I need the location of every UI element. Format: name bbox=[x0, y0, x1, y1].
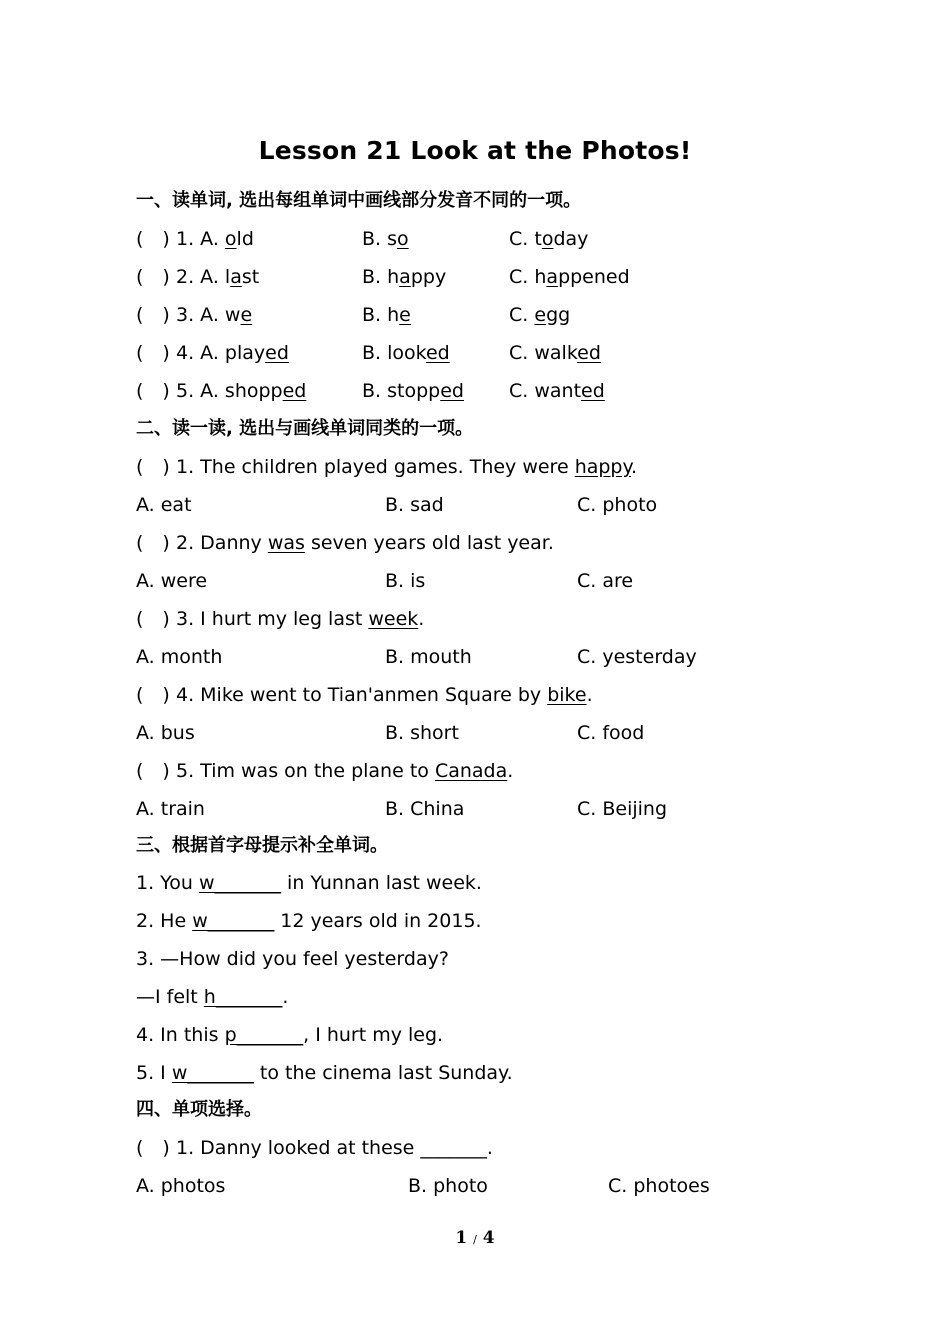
section-2-heading: 二、读一读, 选出与画线单词同类的一项。 bbox=[136, 418, 474, 439]
option-a-prefix: A. bbox=[200, 380, 225, 402]
bracket-open: ( bbox=[136, 684, 144, 706]
category-question bbox=[136, 606, 424, 632]
option-b-underlined: o bbox=[397, 228, 409, 250]
option-c-underlined: ed bbox=[577, 342, 601, 364]
question-number-cell bbox=[136, 378, 306, 404]
category-options bbox=[136, 796, 736, 822]
option-a-text-end: st bbox=[241, 266, 260, 288]
bracket-close: ) bbox=[162, 684, 170, 706]
option-b-text: h bbox=[387, 304, 400, 326]
option-a-underlined: a bbox=[230, 266, 242, 288]
answer-bracket bbox=[136, 758, 176, 784]
bracket-close: ) bbox=[162, 304, 170, 326]
option-b-prefix: B. bbox=[362, 228, 388, 250]
page-title: Lesson 21 Look at the Photos! bbox=[258, 136, 692, 165]
option-a: A. month bbox=[136, 646, 223, 668]
option-b: B. mouth bbox=[385, 646, 472, 668]
bracket-close: ) bbox=[162, 380, 170, 402]
bracket-open: ( bbox=[136, 608, 144, 630]
option-c-text: walk bbox=[534, 342, 578, 364]
blank-text-end: to the cinema last Sunday. bbox=[253, 1062, 513, 1084]
choice-question bbox=[136, 1135, 493, 1161]
bracket-open: ( bbox=[136, 1137, 144, 1159]
question-underlined: Canada bbox=[434, 760, 508, 782]
option-b-underlined: e bbox=[399, 304, 411, 326]
option-c bbox=[509, 302, 570, 328]
question-text: 4. Mike went to Tian'anmen Square by bbox=[176, 684, 548, 706]
fill-blank-line bbox=[136, 908, 482, 934]
answer-bracket bbox=[136, 302, 176, 328]
blank-text: —I felt bbox=[136, 986, 204, 1008]
option-b-prefix: B. bbox=[362, 304, 388, 326]
option-b: B. sad bbox=[385, 494, 444, 516]
option-b: B. is bbox=[385, 570, 426, 592]
option-c-text: h bbox=[534, 266, 547, 288]
category-question bbox=[136, 530, 554, 556]
question-underlined: week bbox=[368, 608, 419, 630]
option-b bbox=[362, 264, 446, 290]
blank-underlined: w_______ bbox=[192, 910, 275, 932]
question-text: 5. Tim was on the plane to bbox=[176, 760, 435, 782]
bracket-open: ( bbox=[136, 532, 144, 554]
blank-text-end: in Yunnan last week. bbox=[281, 872, 482, 894]
phonics-question bbox=[136, 226, 736, 252]
question-number: 3. bbox=[176, 304, 201, 326]
question-number-cell bbox=[136, 226, 254, 252]
question-text: 2. Danny bbox=[176, 532, 268, 554]
question-underlined: was bbox=[267, 532, 305, 554]
option-c-text: t bbox=[534, 228, 542, 250]
option-c: C. photoes bbox=[608, 1175, 710, 1197]
option-a: A. were bbox=[136, 570, 208, 592]
section-4-heading: 四、单项选择。 bbox=[136, 1099, 262, 1120]
answer-bracket bbox=[136, 378, 176, 404]
question-text-end: . bbox=[418, 608, 425, 630]
answer-bracket bbox=[136, 606, 176, 632]
category-options bbox=[136, 568, 736, 594]
bracket-open: ( bbox=[136, 760, 144, 782]
question-text: 1. The children played games. They were bbox=[176, 456, 575, 478]
bracket-close: ) bbox=[162, 456, 170, 478]
option-a-text-end: ld bbox=[236, 228, 254, 250]
bracket-close: ) bbox=[162, 228, 170, 250]
option-a: A. photos bbox=[136, 1175, 226, 1197]
bracket-open: ( bbox=[136, 228, 144, 250]
bracket-close: ) bbox=[162, 266, 170, 288]
fill-blank-line bbox=[136, 870, 482, 896]
answer-bracket bbox=[136, 264, 176, 290]
option-c bbox=[509, 378, 605, 404]
fill-blank-line bbox=[136, 984, 288, 1010]
option-c bbox=[509, 264, 630, 290]
bracket-close: ) bbox=[162, 342, 170, 364]
answer-bracket bbox=[136, 1135, 176, 1161]
blank-text-end: 12 years old in 2015. bbox=[274, 910, 482, 932]
question-text-end: seven years old last year. bbox=[304, 532, 554, 554]
option-c-prefix: C. bbox=[509, 266, 535, 288]
option-c bbox=[509, 226, 588, 252]
option-b bbox=[362, 302, 411, 328]
option-c: C. yesterday bbox=[577, 646, 697, 668]
category-options bbox=[136, 492, 736, 518]
question-text-end: . bbox=[507, 760, 514, 782]
option-a-text: play bbox=[224, 342, 266, 364]
question-number: 1. bbox=[176, 228, 201, 250]
answer-bracket bbox=[136, 340, 176, 366]
question-number: 4. bbox=[176, 342, 201, 364]
option-a: A. train bbox=[136, 798, 205, 820]
question-text: 1. Danny looked at these _______. bbox=[176, 1137, 493, 1159]
blank-text: 5. I bbox=[136, 1062, 172, 1084]
option-c-prefix: C. bbox=[509, 228, 535, 250]
option-a-underlined: ed bbox=[282, 380, 307, 402]
option-b: B. photo bbox=[408, 1175, 488, 1197]
option-a-text: l bbox=[224, 266, 231, 288]
option-c: C. Beijing bbox=[577, 798, 668, 820]
phonics-question bbox=[136, 302, 736, 328]
option-c-underlined: e bbox=[534, 304, 547, 326]
category-question bbox=[136, 758, 513, 784]
option-a-underlined: ed bbox=[265, 342, 289, 364]
option-c-prefix: C. bbox=[509, 380, 535, 402]
option-b: B. China bbox=[385, 798, 465, 820]
option-b-text: s bbox=[387, 228, 398, 250]
option-b bbox=[362, 226, 409, 252]
question-underlined: bike bbox=[547, 684, 587, 706]
option-a-underlined: e bbox=[240, 304, 253, 326]
question-text-end: . bbox=[631, 456, 638, 478]
blank-text: 3. —How did you feel yesterday? bbox=[136, 948, 449, 970]
option-a: A. bus bbox=[136, 722, 195, 744]
question-text-end: . bbox=[586, 684, 593, 706]
phonics-question bbox=[136, 378, 736, 404]
option-a-prefix: A. bbox=[200, 266, 225, 288]
question-number: 2. bbox=[176, 266, 201, 288]
bracket-close: ) bbox=[162, 1137, 170, 1159]
option-c-prefix: C. bbox=[509, 342, 535, 364]
category-question bbox=[136, 682, 593, 708]
option-b-underlined: a bbox=[399, 266, 411, 288]
option-b bbox=[362, 378, 464, 404]
question-underlined: happy bbox=[574, 456, 632, 478]
page-number bbox=[0, 1228, 950, 1248]
option-c-prefix: C. bbox=[509, 304, 535, 326]
option-c-underlined: o bbox=[541, 228, 554, 250]
option-a-prefix: A. bbox=[200, 342, 225, 364]
answer-bracket bbox=[136, 226, 176, 252]
option-c-text-end: day bbox=[553, 228, 589, 250]
blank-text: 4. In this bbox=[136, 1024, 225, 1046]
fill-blank-line bbox=[136, 946, 449, 972]
option-b-text: look bbox=[387, 342, 426, 364]
option-a-prefix: A. bbox=[200, 304, 225, 326]
option-b-text-end: ppy bbox=[410, 266, 447, 288]
answer-bracket bbox=[136, 454, 176, 480]
option-b-prefix: B. bbox=[362, 266, 388, 288]
answer-bracket bbox=[136, 530, 176, 556]
current-page: 1 bbox=[455, 1228, 468, 1248]
blank-text-end: , I hurt my leg. bbox=[303, 1024, 444, 1046]
option-c-underlined: a bbox=[546, 266, 559, 288]
option-c-text-end: ppened bbox=[558, 266, 630, 288]
option-b-text: h bbox=[387, 266, 400, 288]
option-a-underlined: o bbox=[224, 228, 237, 250]
bracket-close: ) bbox=[162, 608, 170, 630]
bracket-close: ) bbox=[162, 760, 170, 782]
option-a-text: w bbox=[224, 304, 241, 326]
category-question bbox=[136, 454, 637, 480]
option-c: C. photo bbox=[577, 494, 658, 516]
option-a-prefix: A. bbox=[200, 228, 225, 250]
question-text: 3. I hurt my leg last bbox=[176, 608, 369, 630]
fill-blank-line bbox=[136, 1060, 513, 1086]
option-b-prefix: B. bbox=[362, 380, 388, 402]
blank-underlined: w_______ bbox=[198, 872, 282, 894]
fill-blank-line bbox=[136, 1022, 443, 1048]
total-pages: 4 bbox=[482, 1228, 495, 1248]
question-number: 5. bbox=[176, 380, 201, 402]
option-c-underlined: ed bbox=[581, 380, 605, 402]
option-c-text-end: gg bbox=[546, 304, 571, 326]
option-c: C. food bbox=[577, 722, 645, 744]
phonics-question bbox=[136, 340, 736, 366]
option-c: C. are bbox=[577, 570, 634, 592]
bracket-open: ( bbox=[136, 304, 144, 326]
blank-underlined: h_______ bbox=[203, 986, 283, 1008]
phonics-question bbox=[136, 264, 736, 290]
bracket-open: ( bbox=[136, 342, 144, 364]
option-c bbox=[509, 340, 601, 366]
blank-text-end: . bbox=[282, 986, 289, 1008]
blank-underlined: w_______ bbox=[171, 1062, 254, 1084]
option-b-prefix: B. bbox=[362, 342, 388, 364]
question-number-cell bbox=[136, 302, 252, 328]
bracket-close: ) bbox=[162, 532, 170, 554]
option-b bbox=[362, 340, 450, 366]
answer-bracket bbox=[136, 682, 176, 708]
question-number-cell bbox=[136, 340, 289, 366]
option-b-underlined: ed bbox=[425, 342, 450, 364]
option-a: A. eat bbox=[136, 494, 192, 516]
section-3-heading: 三、根据首字母提示补全单词。 bbox=[136, 835, 388, 856]
section-1-heading: 一、读单词, 选出每组单词中画线部分发音不同的一项。 bbox=[136, 190, 582, 211]
question-number-cell bbox=[136, 264, 259, 290]
category-options bbox=[136, 644, 736, 670]
blank-text: 1. You bbox=[136, 872, 199, 894]
choice-options bbox=[136, 1173, 776, 1199]
blank-text: 2. He bbox=[136, 910, 193, 932]
bracket-open: ( bbox=[136, 456, 144, 478]
option-b: B. short bbox=[385, 722, 459, 744]
option-b-text: stopp bbox=[387, 380, 441, 402]
category-options bbox=[136, 720, 736, 746]
option-a-text: shopp bbox=[224, 380, 283, 402]
blank-underlined: p_______ bbox=[224, 1024, 304, 1046]
option-b-underlined: ed bbox=[440, 380, 464, 402]
bracket-open: ( bbox=[136, 380, 144, 402]
page-separator: / bbox=[473, 1233, 477, 1246]
bracket-open: ( bbox=[136, 266, 144, 288]
option-c-text: want bbox=[534, 380, 582, 402]
